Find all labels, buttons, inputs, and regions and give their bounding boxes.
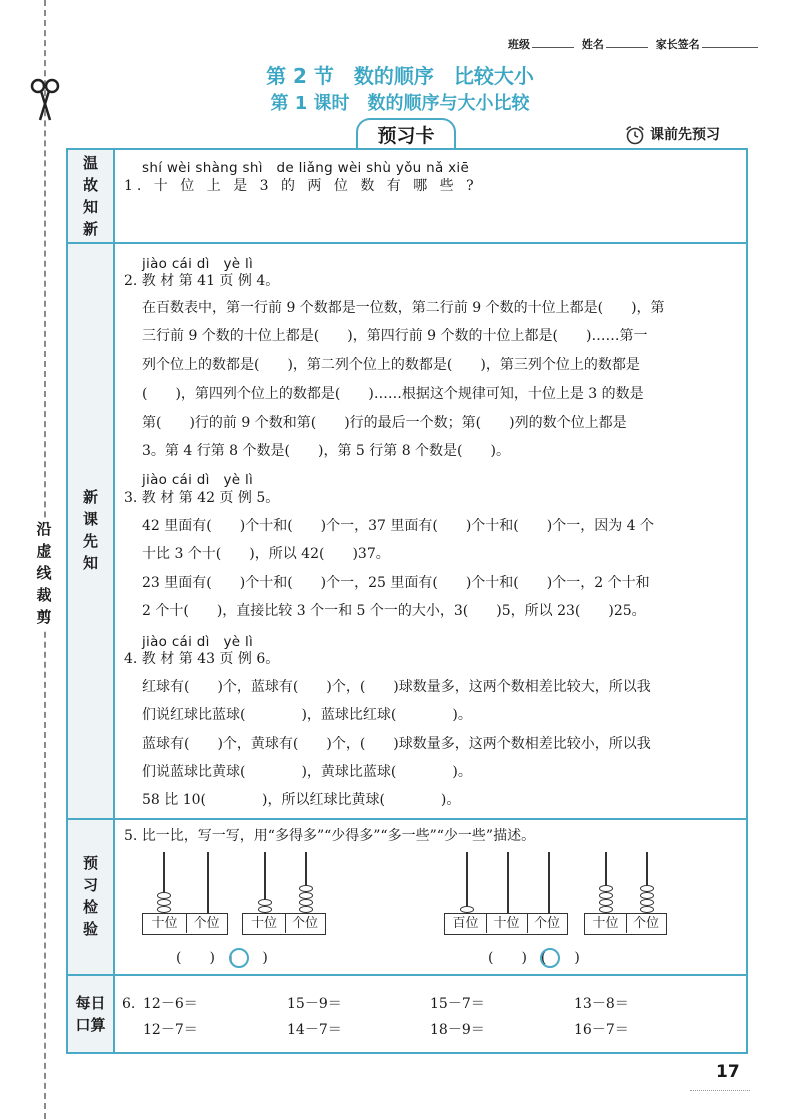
row-divider	[66, 242, 748, 244]
place-label: 十位	[586, 914, 627, 933]
card-title: 预习卡	[356, 118, 456, 150]
parent-sign-blank[interactable]	[702, 47, 758, 48]
preview-note-text: 课前先预习	[650, 127, 720, 143]
q1-pinyin: shí wèi shàng shì de liǎng wèi shù yǒu nǎ xiē	[142, 160, 470, 176]
abacus-bead	[157, 899, 171, 906]
q3-line: 23 里面有( )个十和( )个一，25 里面有( )个十和( )个一，2 个十和	[142, 575, 650, 591]
q1-text: 1. 十 位 上 是 3 的 两 位 数 有 哪 些 ?	[124, 178, 478, 194]
abacus-bead	[258, 906, 272, 913]
label-char: 习	[82, 876, 98, 894]
label-line: 每日	[75, 994, 106, 1012]
name-label: 姓名	[581, 38, 604, 51]
abacus-bead	[599, 892, 613, 899]
q3-heading: 3. 教 材 第 42 页 例 5。	[124, 490, 280, 506]
q4-heading: 4. 教 材 第 43 页 例 6。	[124, 651, 280, 667]
mental-math-item[interactable]: 12－6＝	[143, 996, 198, 1012]
lesson-title: 第 1 课时 数的顺序与大小比较	[270, 93, 530, 114]
label-line: 口算	[75, 1016, 106, 1034]
label-char: 新	[82, 488, 98, 506]
place-label: 十位	[244, 914, 286, 933]
label-char: 验	[82, 920, 98, 938]
page-number-rule	[690, 1090, 750, 1091]
mental-math-item[interactable]: 16－7＝	[574, 1022, 629, 1038]
label-char: 知	[82, 554, 98, 572]
q4-line: 58 比 10( )，所以红球比黄球( )。	[142, 792, 461, 808]
q4-line: 红球有( )个，蓝球有( )个，( )球数量多，这两个数相差比较大，所以我	[142, 679, 651, 695]
abacus-rod	[548, 852, 550, 914]
place-label: 十位	[487, 914, 528, 933]
section-title: 第 2 节 数的顺序 比较大小	[266, 64, 534, 88]
q2-line: 在百数表中，第一行前 9 个数都是一位数，第二行前 9 个数的十位上都是( )，第	[142, 300, 665, 316]
abacus-bead	[640, 885, 654, 892]
class-label: 班级	[508, 38, 530, 51]
q2-pinyin: jiào cái dì yè lì	[142, 256, 254, 272]
q3-line: 42 里面有( )个十和( )个一，37 里面有( )个十和( )个一，因为 4 个	[142, 518, 655, 534]
mental-math-item[interactable]: 15－7＝	[430, 996, 485, 1012]
class-blank[interactable]	[532, 47, 574, 48]
q2-line: 3。第 4 行第 8 个数是( )，第 5 行第 8 个数是( )。	[142, 443, 510, 459]
alarm-clock-icon	[624, 125, 646, 145]
q3-pinyin: jiào cái dì yè lì	[142, 472, 254, 488]
label-char: 温	[82, 154, 98, 172]
q5-answer-right	[488, 948, 580, 968]
q6-number: 6.	[122, 996, 136, 1012]
review-label	[68, 152, 113, 240]
q4-line: 们说红球比蓝球( )，蓝球比红球( )。	[142, 707, 472, 723]
abacus-bead	[460, 906, 474, 913]
compare-circle[interactable]	[229, 948, 249, 968]
cut-label-char: 虚	[36, 542, 52, 560]
cut-label-char: 裁	[36, 586, 52, 604]
cut-label-char: 线	[36, 564, 52, 582]
abacus-bead	[258, 899, 272, 906]
check-label	[68, 852, 113, 940]
name-blank[interactable]	[606, 47, 648, 48]
abacus-bead	[599, 899, 613, 906]
row-divider	[66, 974, 748, 976]
q5-text: 5. 比一比，写一写，用“多得多”“少得多”“多一些”“少一些”描述。	[124, 828, 536, 844]
abacus-bead	[640, 899, 654, 906]
abacus-bead	[599, 885, 613, 892]
cut-label-char: 沿	[36, 520, 52, 538]
parent-sign-label: 家长签名	[655, 38, 700, 51]
place-label: 个位	[632, 916, 659, 931]
q3-line: 十比 3 个十( )，所以 42( )37。	[142, 546, 390, 562]
abacus-place-labels	[584, 913, 667, 935]
mental-math-item[interactable]: 15－9＝	[287, 996, 342, 1012]
abacus-rod	[507, 852, 509, 914]
label-char: 课	[82, 510, 98, 528]
cut-along-line-label	[33, 518, 55, 628]
label-char: 检	[82, 898, 98, 916]
q4-line: 们说蓝球比黄球( )，黄球比蓝球( )。	[142, 764, 472, 780]
abacus-bead	[599, 906, 613, 913]
mental-math-item[interactable]: 18－9＝	[430, 1022, 485, 1038]
cut-label-char: 剪	[36, 608, 52, 626]
q2-line: 第( )行的前 9 个数和第( )行的最后一个数；第( )列的数个位上都是	[142, 415, 627, 431]
abacus-bead	[640, 892, 654, 899]
label-char: 新	[82, 220, 98, 238]
place-label: 十位	[144, 914, 187, 933]
q2-line: 列个位上的数都是( )，第二列个位上的数都是( )，第三列个位上的数都是	[142, 357, 640, 373]
label-char: 知	[82, 198, 98, 216]
daily-label	[68, 992, 113, 1036]
abacus-rod	[207, 852, 209, 914]
header-fields	[508, 36, 762, 52]
label-char: 先	[82, 532, 98, 550]
compare-circle[interactable]	[540, 948, 560, 968]
abacus-place-labels	[142, 913, 228, 935]
mental-math-item[interactable]: 14－7＝	[287, 1022, 342, 1038]
q4-pinyin: jiào cái dì yè lì	[142, 634, 254, 650]
abacus-place-labels	[242, 913, 326, 935]
mental-math-item[interactable]: 13－8＝	[574, 996, 629, 1012]
place-label: 个位	[533, 916, 560, 931]
place-label: 个位	[291, 916, 318, 931]
q2-heading: 2. 教 材 第 41 页 例 4。	[124, 273, 280, 289]
place-label: 百位	[446, 914, 487, 933]
abacus-bead	[299, 892, 313, 899]
answer-blanks[interactable]: ( ) ( )	[176, 950, 268, 966]
label-char: 故	[82, 176, 98, 194]
abacus-bead	[299, 906, 313, 913]
place-label: 个位	[193, 916, 220, 931]
label-char: 预	[82, 854, 98, 872]
answer-blanks[interactable]: ( ) ( )	[488, 950, 580, 966]
q2-line: 三行前 9 个数的十位上都是( )，第四行前 9 个数的十位上都是( )……第一	[142, 328, 648, 344]
abacus-rod	[466, 852, 468, 914]
abacus-bead	[640, 906, 654, 913]
abacus-bead	[157, 906, 171, 913]
abacus-place-labels	[444, 913, 568, 935]
q4-line: 蓝球有( )个，黄球有( )个，( )球数量多，这两个数相差比较小，所以我	[142, 736, 651, 752]
preview-note	[624, 124, 720, 145]
abacus-bead	[299, 885, 313, 892]
q5-answer-left	[176, 948, 268, 968]
row-divider	[66, 818, 748, 820]
abacus-bead	[157, 892, 171, 899]
new-lesson-label	[68, 486, 113, 574]
q2-line: ( )，第四列个位上的数都是( )……根据这个规律可知，十位上是 3 的数是	[142, 386, 644, 402]
page-number: 17	[716, 1062, 740, 1082]
abacus-bead	[299, 899, 313, 906]
table-divider	[113, 148, 115, 1054]
mental-math-item[interactable]: 12－7＝	[143, 1022, 198, 1038]
q3-line: 2 个十( )，直接比较 3 个一和 5 个一的大小，3( )5，所以 23( )25。	[142, 603, 646, 619]
